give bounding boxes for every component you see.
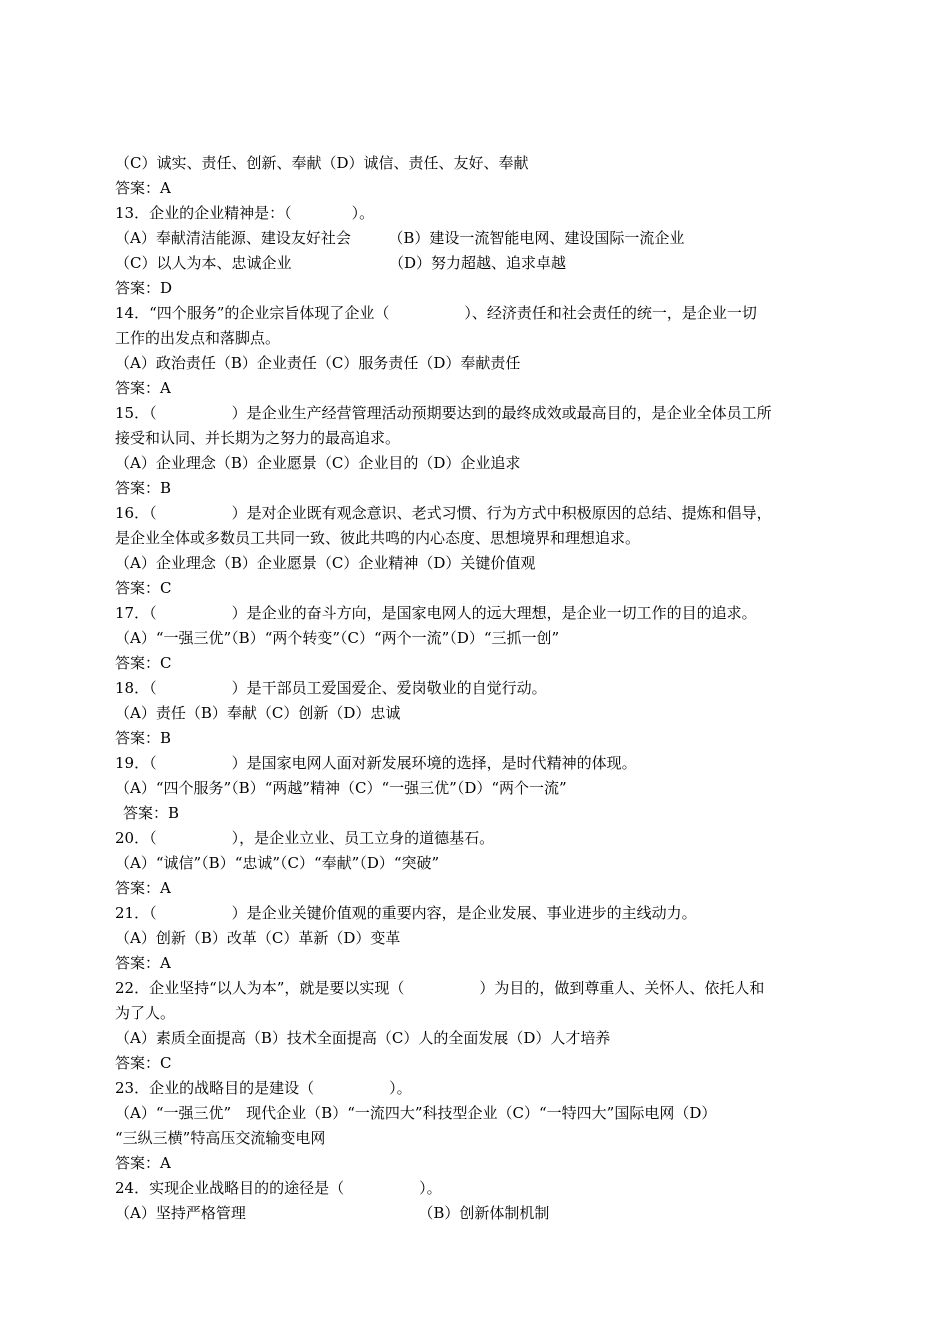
option-line: （C）以人为本、忠诚企业 （D）努力超越、追求卓越 [115,254,567,272]
option-line: （A）企业理念（B）企业愿景（C）企业精神（D）关键价值观 [115,554,536,572]
question-line: 14．“四个服务”的企业宗旨体现了企业（ ）、经济责任和社会责任的统一，是企业一切 [115,304,757,322]
question-line-continued: 是企业全体或多数员工共同一致、彼此共鸣的内心态度、思想境界和理想追求。 [115,529,641,547]
option-line: （A）企业理念（B）企业愿景（C）企业目的（D）企业追求 [115,454,521,472]
answer-line: 答案：A [115,954,171,972]
answer-line: 答案：C [115,1054,172,1072]
question-line: 18．（ ）是干部员工爱国爱企、爱岗敬业的自觉行动。 [115,679,547,697]
option-line: （A）坚持严格管理 （B）创新体制机制 [115,1204,550,1222]
option-line: （A）“一强三优”（B）“两个转变”（C）“两个一流”（D）“三抓一创” [115,629,560,647]
option-line: （A）责任（B）奉献（C）创新（D）忠诚 [115,704,401,722]
question-line: 21．（ ）是企业关键价值观的重要内容，是企业发展、事业进步的主线动力。 [115,904,697,922]
option-line: （A）奉献清洁能源、建设友好社会 （B）建设一流智能电网、建设国际一流企业 [115,229,685,247]
option-line: （A）“诚信”（B）“忠诚”（C）“奉献”（D）“突破” [115,854,440,872]
question-line: 20．（ ），是企业立业、员工立身的道德基石。 [115,829,495,847]
option-line: （A）政治责任（B）企业责任（C）服务责任（D）奉献责任 [115,354,521,372]
question-line: 23．企业的战略目的是建设（ ）。 [115,1079,412,1097]
question-line: 13．企业的企业精神是：（ ）。 [115,204,375,222]
answer-line: 答案：D [115,279,173,297]
answer-line: 答案：A [115,179,171,197]
question-line: 19．（ ）是国家电网人面对新发展环境的选择，是时代精神的体现。 [115,754,637,772]
answer-line: 答案：A [115,379,171,397]
question-line-continued: 为了人。 [115,1004,176,1022]
answer-line: 答案：A [115,1154,171,1172]
option-line: （A）“四个服务”（B）“两越”精神（C）“一强三优”（D）“两个一流” [115,779,567,797]
option-line: （A）素质全面提高（B）技术全面提高（C）人的全面发展（D）人才培养 [115,1029,611,1047]
question-line: 15．（ ）是企业生产经营管理活动预期要达到的最终成效或最高目的，是企业全体员工所 [115,404,772,422]
question-line: 24．实现企业战略目的的途径是（ ）。 [115,1179,442,1197]
option-line: （A）“一强三优” 现代企业（B）“一流四大”科技型企业（C）“一特四大”国际电网（D） [115,1104,717,1122]
option-line: （A）创新（B）改革（C）革新（D）变革 [115,929,401,947]
question-line-continued: 工作的出发点和落脚点。 [115,329,281,347]
answer-line: 答案：B [115,479,172,497]
question-line-continued: 接受和认同、并长期为之努力的最高追求。 [115,429,401,447]
answer-line: 答案：C [115,654,172,672]
answer-line: 答案：A [115,879,171,897]
question-line: 17．（ ）是企业的奋斗方向，是国家电网人的远大理想，是企业一切工作的目的追求。 [115,604,757,622]
answer-line: 答案：B [115,729,172,747]
option-line-continued: “三纵三横”特高压交流输变电网 [115,1129,326,1147]
question-line: 22．企业坚持“以人为本”，就是要以实现（ ）为目的，做到尊重人、关怀人、依托人和 [115,979,765,997]
option-line: （C）诚实、责任、创新、奉献（D）诚信、责任、友好、奉献 [115,154,529,172]
answer-line: 答案：C [115,579,172,597]
answer-line: 答案：B [123,804,180,822]
question-line: 16．（ ）是对企业既有观念意识、老式习惯、行为方式中积极原因的总结、提炼和倡导， [115,504,772,522]
